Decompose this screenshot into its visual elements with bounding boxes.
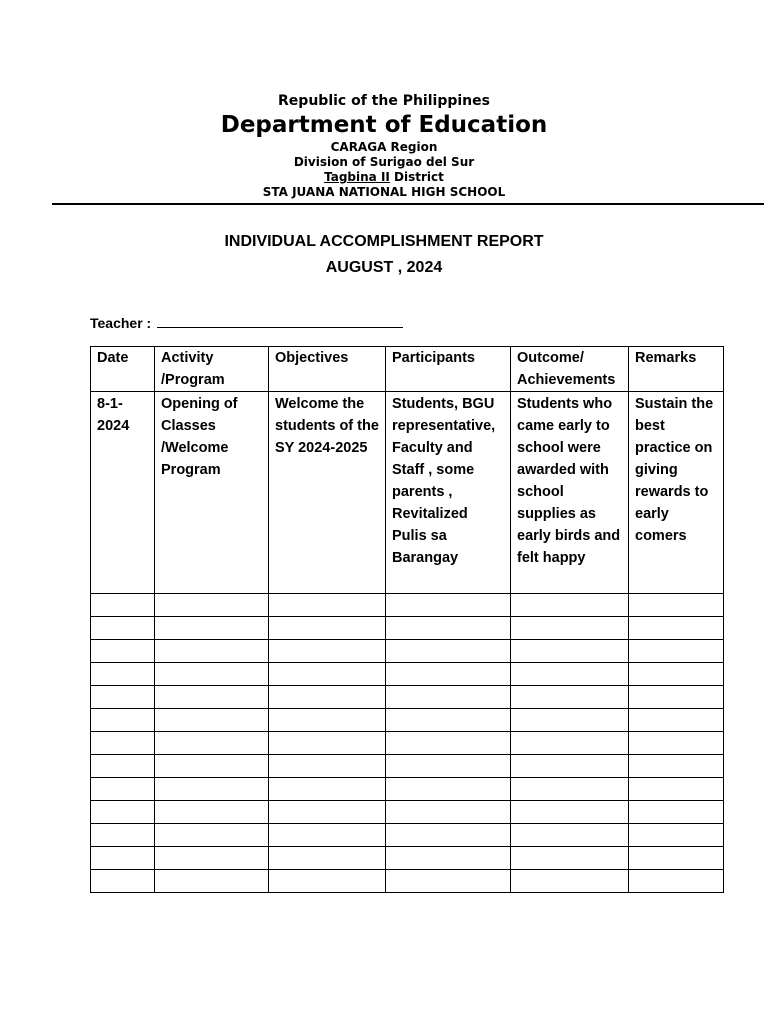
cell-activity bbox=[155, 640, 269, 663]
cell-outcome bbox=[511, 755, 629, 778]
cell-date bbox=[91, 778, 155, 801]
table-row bbox=[91, 617, 724, 640]
cell-date bbox=[91, 709, 155, 732]
cell-objectives bbox=[269, 755, 386, 778]
table-row bbox=[91, 663, 724, 686]
cell-objectives bbox=[269, 686, 386, 709]
col-header-activity: Activity /Program bbox=[155, 347, 269, 392]
cell-participants bbox=[386, 732, 511, 755]
cell-participants bbox=[386, 755, 511, 778]
cell-outcome bbox=[511, 870, 629, 893]
cell-date bbox=[91, 640, 155, 663]
report-period: AUGUST , 2024 bbox=[325, 259, 443, 276]
teacher-name-blank bbox=[157, 313, 403, 328]
cell-date bbox=[91, 847, 155, 870]
cell-remarks bbox=[629, 640, 724, 663]
cell-participants bbox=[386, 847, 511, 870]
cell-remarks bbox=[629, 732, 724, 755]
table-row bbox=[91, 755, 724, 778]
cell-activity bbox=[155, 778, 269, 801]
cell-activity bbox=[155, 801, 269, 824]
cell-outcome bbox=[511, 801, 629, 824]
table-row bbox=[91, 594, 724, 617]
teacher-label: Teacher : bbox=[90, 315, 156, 331]
division-line: Division of Surigao del Sur bbox=[293, 155, 475, 169]
cell-objectives bbox=[269, 594, 386, 617]
cell-participants bbox=[386, 686, 511, 709]
cell-participants bbox=[386, 778, 511, 801]
cell-date bbox=[91, 801, 155, 824]
cell-objectives: Welcome the students of the SY 2024-2025 bbox=[269, 392, 386, 594]
district-name: Tagbina II bbox=[324, 170, 390, 184]
cell-remarks bbox=[629, 709, 724, 732]
cell-objectives bbox=[269, 778, 386, 801]
cell-outcome: Students who came early to school were awarded with school supplies as early birds and felt happy bbox=[511, 392, 629, 594]
cell-date bbox=[91, 732, 155, 755]
cell-date: 8-1-2024 bbox=[91, 392, 155, 594]
cell-remarks bbox=[629, 663, 724, 686]
cell-participants bbox=[386, 594, 511, 617]
cell-objectives bbox=[269, 709, 386, 732]
table-header-row bbox=[91, 347, 724, 392]
cell-participants bbox=[386, 617, 511, 640]
table-row bbox=[91, 847, 724, 870]
cell-remarks bbox=[629, 778, 724, 801]
cell-objectives bbox=[269, 801, 386, 824]
teacher-field bbox=[90, 313, 403, 331]
cell-participants bbox=[386, 801, 511, 824]
district-suffix: District bbox=[389, 170, 444, 184]
cell-date bbox=[91, 686, 155, 709]
cell-activity bbox=[155, 755, 269, 778]
district-line bbox=[0, 170, 768, 185]
cell-remarks bbox=[629, 686, 724, 709]
cell-outcome bbox=[511, 617, 629, 640]
cell-outcome bbox=[511, 709, 629, 732]
cell-date bbox=[91, 663, 155, 686]
cell-activity bbox=[155, 870, 269, 893]
cell-activity bbox=[155, 847, 269, 870]
letterhead bbox=[0, 92, 768, 200]
region-line: CARAGA Region bbox=[330, 140, 438, 154]
cell-remarks bbox=[629, 824, 724, 847]
republic-heading: Republic of the Philippines bbox=[278, 93, 490, 109]
col-header-outcome: Outcome/ Achievements bbox=[511, 347, 629, 392]
table-row bbox=[91, 640, 724, 663]
department-heading: Department of Education bbox=[220, 112, 548, 138]
cell-participants: Students, BGU representative, Faculty and Staff , some parents , Revitalized Pulis sa Barangay bbox=[386, 392, 511, 594]
cell-outcome bbox=[511, 663, 629, 686]
cell-date bbox=[91, 594, 155, 617]
cell-objectives bbox=[269, 870, 386, 893]
cell-participants bbox=[386, 870, 511, 893]
col-header-remarks: Remarks bbox=[629, 347, 724, 392]
cell-outcome bbox=[511, 686, 629, 709]
cell-date bbox=[91, 755, 155, 778]
cell-remarks bbox=[629, 594, 724, 617]
header-divider bbox=[52, 203, 764, 205]
accomplishment-table bbox=[90, 346, 724, 893]
table-row bbox=[91, 732, 724, 755]
cell-remarks: Sustain the best practice on giving rewards to early comers bbox=[629, 392, 724, 594]
cell-remarks bbox=[629, 801, 724, 824]
cell-activity bbox=[155, 732, 269, 755]
cell-remarks bbox=[629, 617, 724, 640]
cell-date bbox=[91, 824, 155, 847]
cell-outcome bbox=[511, 824, 629, 847]
cell-objectives bbox=[269, 847, 386, 870]
cell-outcome bbox=[511, 594, 629, 617]
cell-objectives bbox=[269, 617, 386, 640]
cell-remarks bbox=[629, 870, 724, 893]
cell-participants bbox=[386, 824, 511, 847]
cell-activity bbox=[155, 686, 269, 709]
report-title: INDIVIDUAL ACCOMPLISHMENT REPORT bbox=[224, 233, 544, 250]
table-row bbox=[91, 686, 724, 709]
cell-objectives bbox=[269, 732, 386, 755]
cell-date bbox=[91, 870, 155, 893]
cell-activity bbox=[155, 594, 269, 617]
cell-outcome bbox=[511, 640, 629, 663]
col-header-date: Date bbox=[91, 347, 155, 392]
table-row bbox=[91, 870, 724, 893]
table-row bbox=[91, 392, 724, 594]
table-row bbox=[91, 824, 724, 847]
cell-activity bbox=[155, 663, 269, 686]
cell-participants bbox=[386, 640, 511, 663]
cell-activity bbox=[155, 824, 269, 847]
cell-outcome bbox=[511, 778, 629, 801]
table-row bbox=[91, 801, 724, 824]
col-header-objectives: Objectives bbox=[269, 347, 386, 392]
table-row bbox=[91, 709, 724, 732]
table-row bbox=[91, 778, 724, 801]
col-header-participants: Participants bbox=[386, 347, 511, 392]
report-heading bbox=[0, 229, 768, 281]
cell-activity: Opening of Classes /Welcome Program bbox=[155, 392, 269, 594]
cell-activity bbox=[155, 709, 269, 732]
cell-objectives bbox=[269, 663, 386, 686]
cell-participants bbox=[386, 663, 511, 686]
cell-objectives bbox=[269, 824, 386, 847]
cell-remarks bbox=[629, 755, 724, 778]
cell-remarks bbox=[629, 847, 724, 870]
cell-objectives bbox=[269, 640, 386, 663]
cell-outcome bbox=[511, 732, 629, 755]
cell-outcome bbox=[511, 847, 629, 870]
cell-activity bbox=[155, 617, 269, 640]
school-line: STA JUANA NATIONAL HIGH SCHOOL bbox=[262, 185, 506, 199]
cell-participants bbox=[386, 709, 511, 732]
cell-date bbox=[91, 617, 155, 640]
